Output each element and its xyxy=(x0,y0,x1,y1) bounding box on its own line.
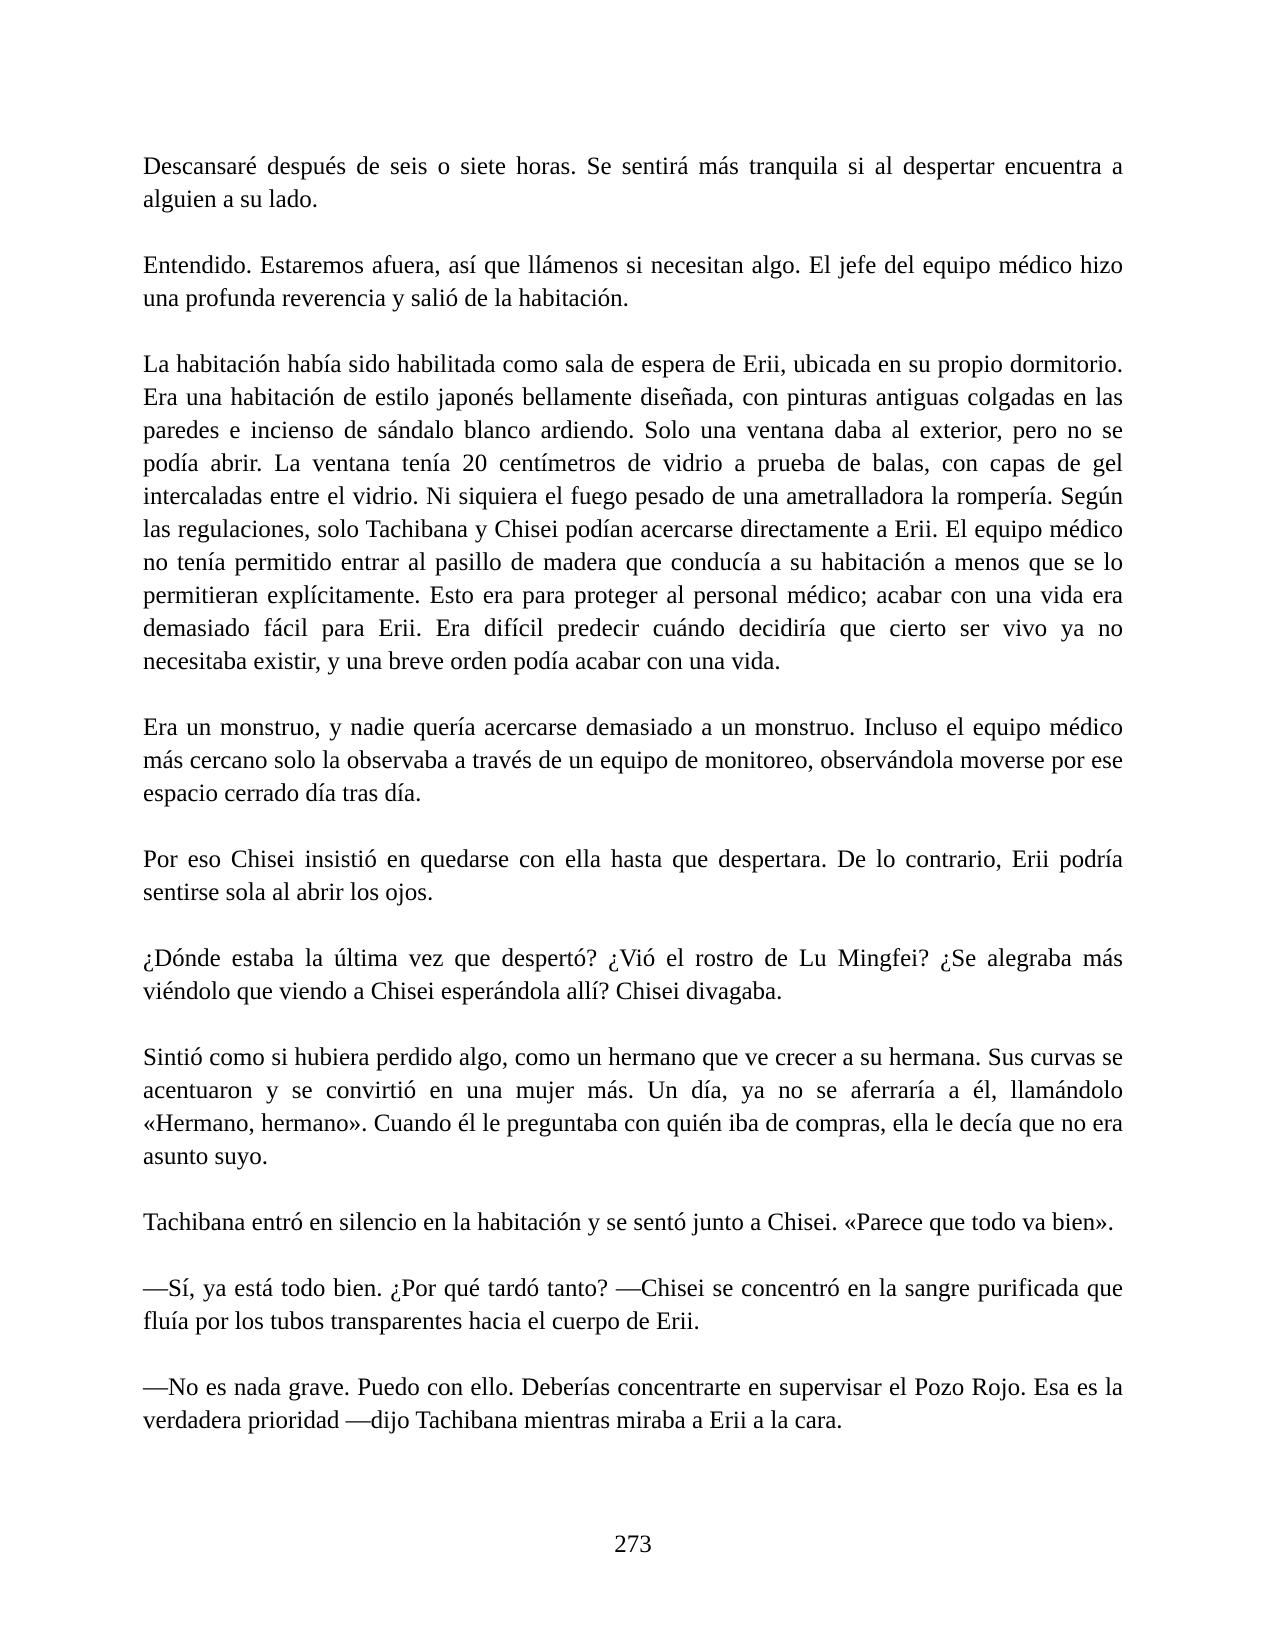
paragraph: La habitación había sido habilitada como sala de espera de Erii, ubicada en su propio dormitorio. Era una habitación de estilo japonés bellamente diseñada, con pinturas antiguas colgadas en las paredes e incienso de sándalo blanco ardiendo. Solo una ventana daba al exterior, pero no se podía abrir. La ventana tenía 20 centímetros de vidrio a prueba de balas, con capas de gel intercaladas entre el vidrio. Ni siquiera el fuego pesado de una ametralladora la rompería. Según las regulaciones, solo Tachibana y Chisei podían acercarse directamente a Erii. El equipo médico no tenía permitido entrar al pasillo de madera que conducía a su habitación a menos que se lo permitieran explícitamente. Esto era para proteger al personal médico; acabar con una vida era demasiado fácil para Erii. Era difícil predecir cuándo decidiría que cierto ser vivo ya no necesitaba existir, y una breve orden podía acabar con una vida. xyxy=(143,351,1123,675)
text-content xyxy=(143,150,1123,1470)
paragraph: Sintió como si hubiera perdido algo, como un hermano que ve crecer a su hermana. Sus curvas se acentuaron y se convirtió en una mujer más. Un día, ya no se aferraría a él, llamándolo «Hermano, hermano». Cuando él le preguntaba con quién iba de compras, ella le decía que no era asunto suyo. xyxy=(143,1044,1123,1170)
paragraph: Era un monstruo, y nadie quería acercarse demasiado a un monstruo. Incluso el equipo médico más cercano solo la observaba a través de un equipo de monitoreo, observándola moverse por ese espacio cerrado día tras día. xyxy=(143,714,1123,807)
paragraph: —No es nada grave. Puedo con ello. Deberías concentrarte en supervisar el Pozo Rojo. Esa es la verdadera prioridad —dijo Tachibana mientras miraba a Erii a la cara. xyxy=(143,1374,1123,1434)
paragraph: Tachibana entró en silencio en la habitación y se sentó junto a Chisei. «Parece que todo va bien». xyxy=(143,1209,1114,1236)
paragraph: ¿Dónde estaba la última vez que despertó? ¿Vió el rostro de Lu Mingfei? ¿Se alegraba más viéndolo que viendo a Chisei esperándola allí? Chisei divagaba. xyxy=(143,945,1123,1005)
page-number: 273 xyxy=(614,1531,652,1558)
paragraph: Por eso Chisei insistió en quedarse con ella hasta que despertara. De lo contrario, Erii podría sentirse sola al abrir los ojos. xyxy=(143,846,1123,906)
paragraph: Entendido. Estaremos afuera, así que llámenos si necesitan algo. El jefe del equipo médico hizo una profunda reverencia y salió de la habitación. xyxy=(143,252,1123,312)
paragraph: Descansaré después de seis o siete horas. Se sentirá más tranquila si al despertar encuentra a alguien a su lado. xyxy=(143,153,1123,213)
paragraph: —Sí, ya está todo bien. ¿Por qué tardó tanto? —Chisei se concentró en la sangre purificada que fluía por los tubos transparentes hacia el cuerpo de Erii. xyxy=(143,1275,1123,1335)
